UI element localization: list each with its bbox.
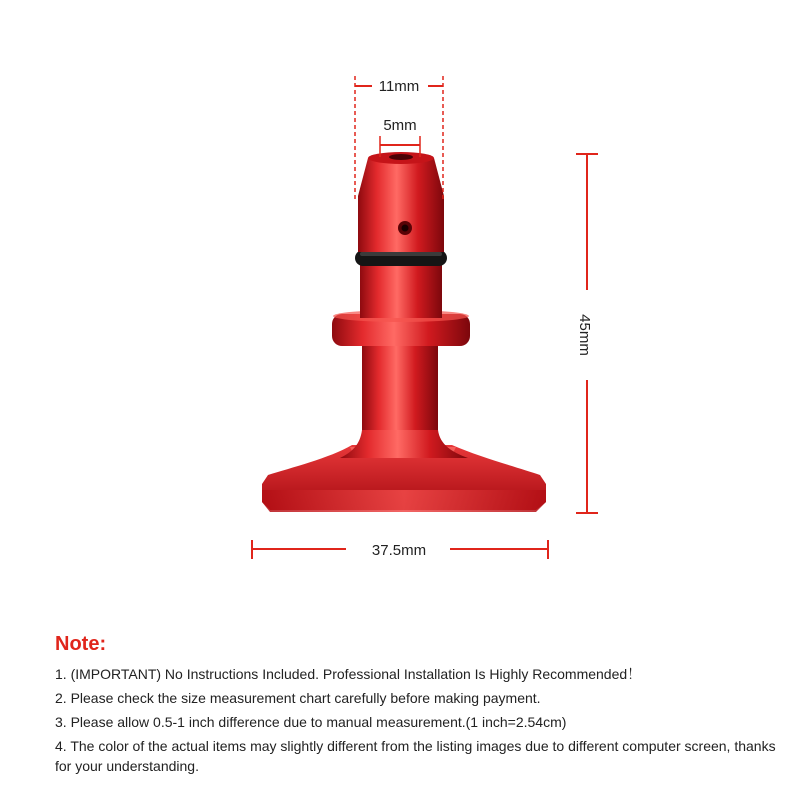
notes-list	[55, 664, 785, 776]
height-label: 45mm	[576, 314, 593, 356]
note-item: 4. The color of the actual items may slightly different from the listing images due to different computer screen, thanks for your understanding.	[55, 738, 776, 774]
dimension-height	[576, 154, 598, 513]
top-width-label: 11mm	[378, 78, 420, 95]
dimension-hole-width	[380, 117, 420, 157]
note-item: 2. Please check the size measurement chart carefully before making payment.	[55, 690, 541, 706]
notes-section	[55, 632, 785, 780]
base-width-label: 37.5mm	[371, 542, 427, 559]
note-item: 1. (IMPORTANT) No Instructions Included. Professional Installation Is Highly Recommended！	[55, 666, 642, 682]
notes-title: Note:	[55, 633, 107, 655]
hole-width-label: 5mm	[383, 117, 417, 134]
dimension-base-width	[252, 540, 548, 559]
note-item: 3. Please allow 0.5-1 inch difference due to manual measurement.(1 inch=2.54cm)	[55, 714, 567, 730]
glue-tab-product	[262, 152, 546, 512]
